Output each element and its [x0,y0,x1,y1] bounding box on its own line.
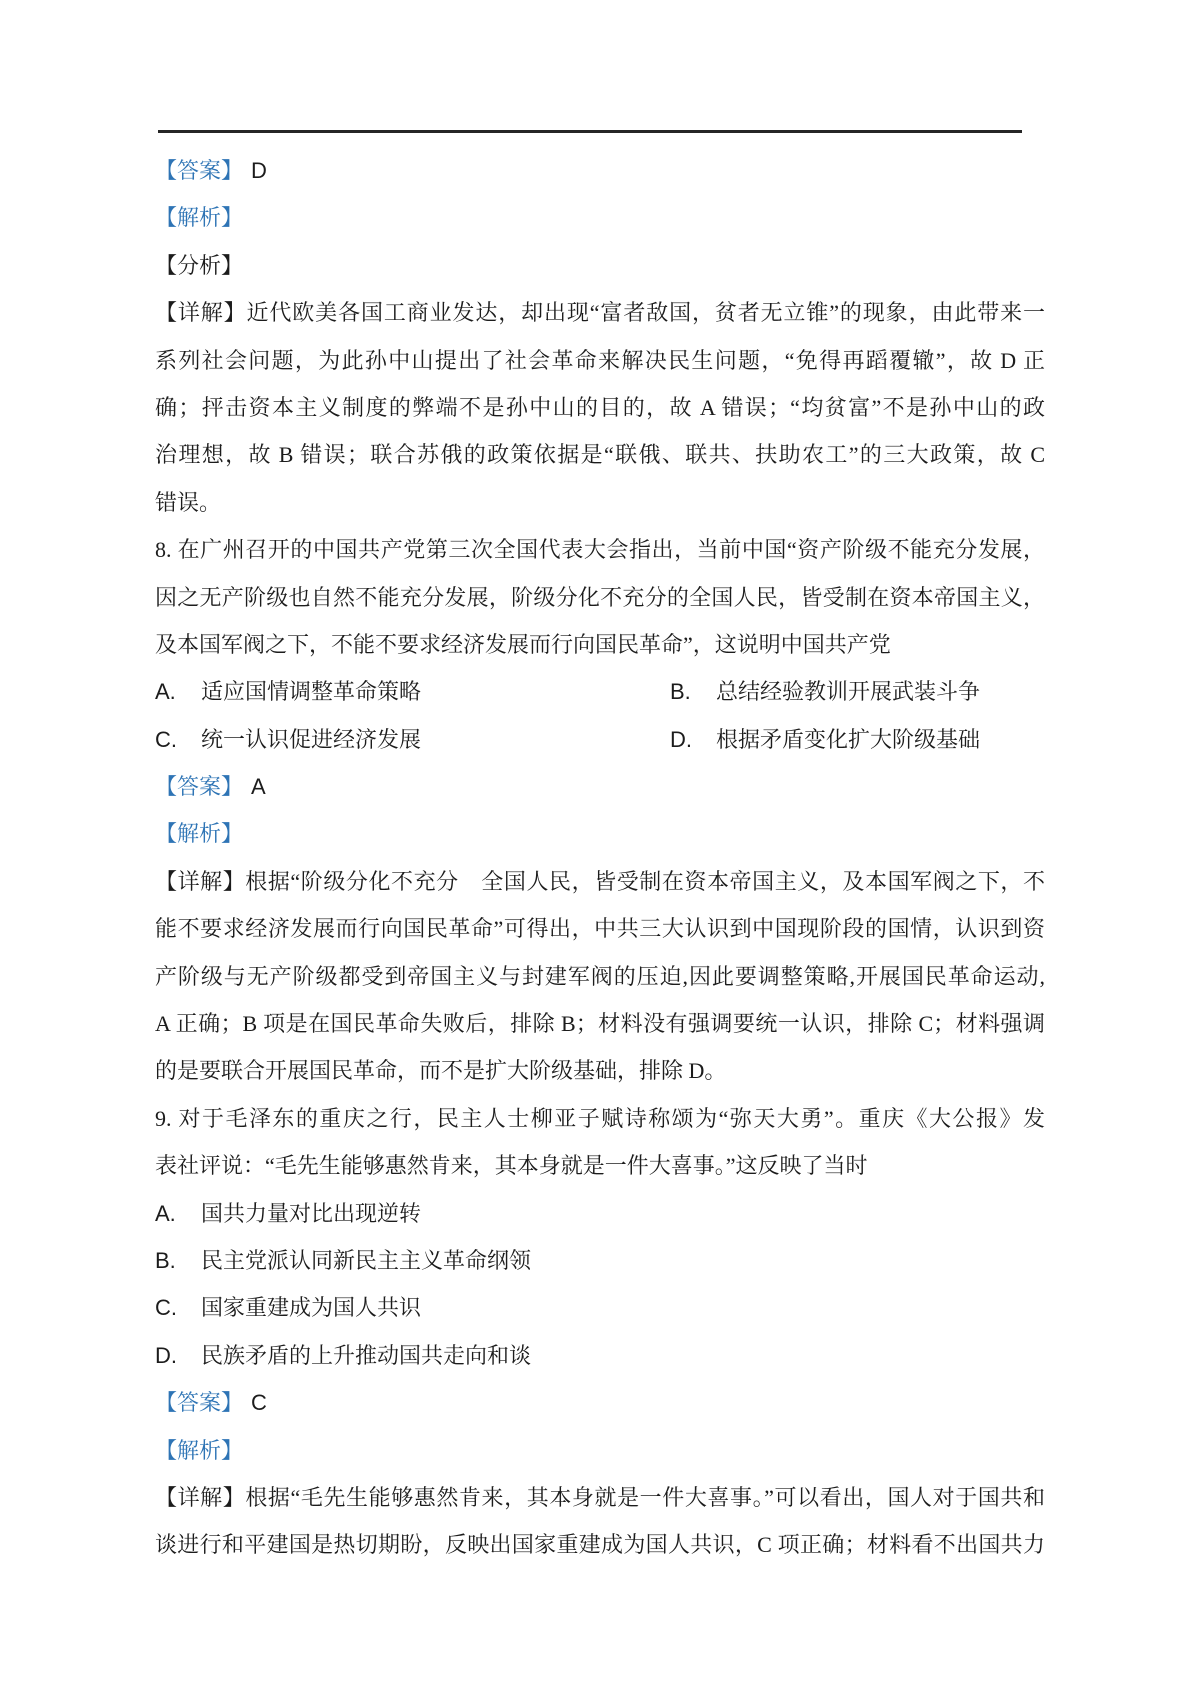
q8-detail-line: 产阶级与无产阶级都受到帝国主义与封建军阀的压迫,因此要调整策略,开展国民革命运动, [155,963,1045,989]
option-text: 民主党派认同新民主主义革命纲领 [201,1247,532,1273]
option-key: B. [155,1247,176,1273]
option-key: D. [670,726,692,752]
q9-answer-line [155,1379,1045,1426]
q9-answer-value: C [251,1390,267,1416]
q9-option-b [155,1237,1045,1284]
q9-option-c [155,1284,1045,1331]
q7-fenxi-line [155,242,1045,289]
q7-detail-line: 错误。 [155,489,222,515]
q7-detail-line: 治理想，故 B 错误；联合苏俄的政策依据是“联俄、联共、扶助农工”的三大政策，故 C [155,442,1045,468]
option-key: C. [155,726,177,752]
q8-answer-line [155,763,1045,810]
q7-detail-line: 系列社会问题，为此孙中山提出了社会革命来解决民生问题，“免得再蹈覆辙”，故 D 正 [155,347,1045,373]
answer-bracket-label: 【答案】 [155,158,244,183]
option-text: 国共力量对比出现逆转 [201,1200,422,1226]
answer-bracket-label: 【答案】 [155,774,244,800]
q9-analysis-line [155,1427,1045,1474]
top-divider [158,130,1022,133]
q8-detail-line: 的是要联合开展国民革命，而不是扩大阶级基础，排除 D。 [155,1058,727,1084]
q8-stem-line: 及本国军阀之下，不能不要求经济发展而行向国民革命”，这说明中国共产党 [155,631,891,657]
q9-detail-line: 谈进行和平建国是热切期盼，反映出国家重建成为国人共识，C 项正确；材料看不出国共力 [155,1532,1045,1558]
q8-stem-line: 8. 在广州召开的中国共产党第三次全国代表大会指出，当前中国“资产阶级不能充分发展， [155,537,1045,563]
q7-answer-value: D [251,158,267,183]
q7-detail-line: 【详解】近代欧美各国工商业发达，却出现“富者敌国，贫者无立锥”的现象，由此带来一 [155,300,1045,326]
q9-detail-line: 【详解】根据“毛先生能够惠然肯来，其本身就是一件大喜事。”可以看出，国人对于国共和 [155,1484,1045,1510]
option-key: A. [155,1200,176,1226]
option-text: 国家重建成为国人共识 [201,1295,422,1321]
q7-analysis-line [155,194,1045,241]
q8-option-b [670,668,980,715]
q8-answer-value: A [251,774,266,800]
q7-detail-line: 确；抨击资本主义制度的弊端不是孙中山的目的，故 A 错误；“均贫富”不是孙中山的政 [155,394,1045,420]
q9-stem-line: 表社评说：“毛先生能够惠然肯来，其本身就是一件大喜事。”这反映了当时 [155,1153,868,1179]
fenxi-bracket-label: 【分析】 [155,252,244,278]
answer-bracket-label: 【答案】 [155,1390,244,1416]
q7-answer-line [155,147,1045,194]
option-text: 总结经验教训开展武装斗争 [716,679,981,705]
q8-option-a [155,668,670,715]
q8-option-d [670,716,980,763]
q8-option-c [155,716,670,763]
option-key: A. [155,679,176,705]
q8-analysis-line [155,810,1045,857]
q8-detail-line: 【详解】根据“阶级分化不充分 全国人民，皆受制在资本帝国主义，及本国军阀之下，不 [155,868,1045,894]
option-key: D. [155,1342,177,1368]
document-content [155,147,1045,1569]
q9-stem-line: 9. 对于毛泽东的重庆之行，民主人士柳亚子赋诗称颂为“弥天大勇”。重庆《大公报》发 [155,1105,1045,1131]
q9-option-a [155,1190,1045,1237]
q8-detail-line: A 正确；B 项是在国民革命失败后，排除 B；材料没有强调要统一认识，排除 C；材料强调 [155,1011,1045,1037]
q8-detail-line: 能不要求经济发展而行向国民革命”可得出，中共三大认识到中国现阶段的国情，认识到资 [155,916,1045,942]
q8-options-row [155,716,1045,763]
analysis-bracket-label: 【解析】 [155,205,244,231]
q9-option-d [155,1332,1045,1379]
option-text: 统一认识促进经济发展 [201,726,422,752]
option-key: C. [155,1295,177,1321]
analysis-bracket-label: 【解析】 [155,821,244,847]
option-text: 适应国情调整革命策略 [201,679,422,705]
option-text: 根据矛盾变化扩大阶级基础 [716,726,981,752]
q8-stem-line: 因之无产阶级也自然不能充分发展，阶级分化不充分的全国人民，皆受制在资本帝国主义， [155,584,1045,610]
analysis-bracket-label: 【解析】 [155,1437,244,1463]
option-key: B. [670,679,691,705]
q8-options-row [155,668,1045,715]
option-text: 民族矛盾的上升推动国共走向和谈 [201,1342,532,1368]
